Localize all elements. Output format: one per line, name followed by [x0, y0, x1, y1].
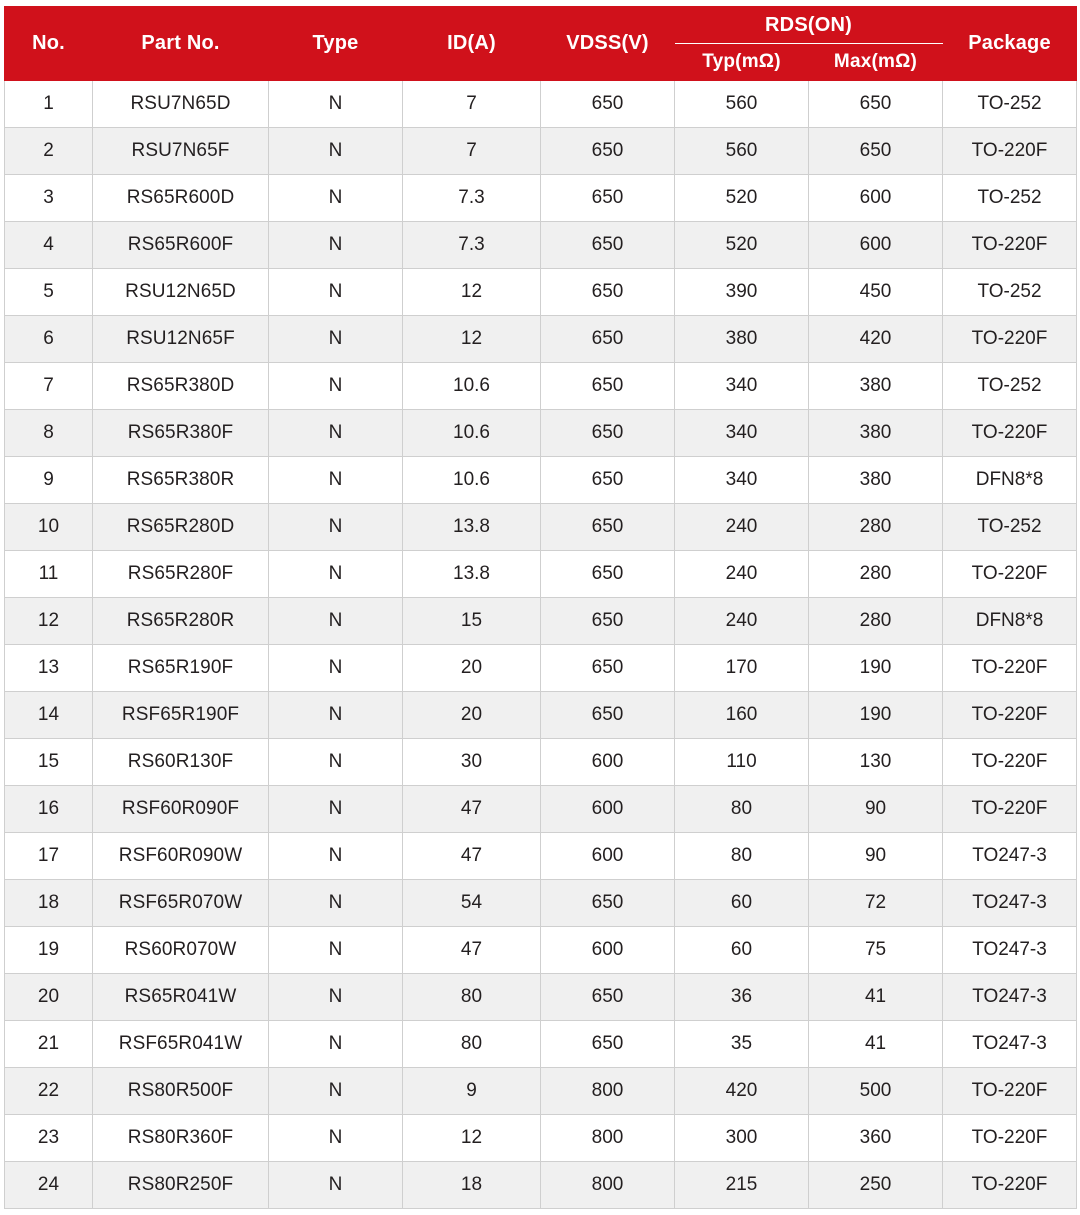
cell-vdss: 600: [541, 739, 675, 786]
table-row: [5, 1115, 1077, 1162]
cell-package: TO-220F: [943, 551, 1077, 598]
column-header-rds-typ: Typ(mΩ): [675, 44, 809, 81]
table-row: [5, 692, 1077, 739]
cell-vdss: 650: [541, 1021, 675, 1068]
cell-package: TO-220F: [943, 410, 1077, 457]
cell-rds-max: 75: [809, 927, 943, 974]
cell-part-no: RSF65R190F: [93, 692, 269, 739]
cell-id: 7: [403, 128, 541, 175]
cell-part-no: RS65R280R: [93, 598, 269, 645]
cell-vdss: 650: [541, 316, 675, 363]
cell-no: 9: [5, 457, 93, 504]
cell-part-no: RS65R600F: [93, 222, 269, 269]
cell-vdss: 600: [541, 786, 675, 833]
table-row: [5, 833, 1077, 880]
table-row: [5, 363, 1077, 410]
table-header: [5, 7, 1077, 81]
cell-no: 13: [5, 645, 93, 692]
table-row: [5, 222, 1077, 269]
cell-no: 14: [5, 692, 93, 739]
cell-rds-typ: 60: [675, 880, 809, 927]
cell-part-no: RSF60R090F: [93, 786, 269, 833]
column-header-rds-on: RDS(ON): [675, 7, 943, 44]
cell-type: N: [269, 739, 403, 786]
table-row: [5, 269, 1077, 316]
cell-type: N: [269, 1115, 403, 1162]
cell-part-no: RSU12N65F: [93, 316, 269, 363]
cell-type: N: [269, 880, 403, 927]
cell-package: TO247-3: [943, 833, 1077, 880]
cell-id: 7.3: [403, 175, 541, 222]
table-row: [5, 598, 1077, 645]
cell-part-no: RS65R380F: [93, 410, 269, 457]
cell-rds-max: 380: [809, 457, 943, 504]
cell-id: 47: [403, 786, 541, 833]
cell-rds-typ: 36: [675, 974, 809, 1021]
cell-rds-max: 250: [809, 1162, 943, 1209]
cell-vdss: 800: [541, 1115, 675, 1162]
cell-package: TO-252: [943, 363, 1077, 410]
cell-type: N: [269, 551, 403, 598]
cell-type: N: [269, 692, 403, 739]
cell-vdss: 650: [541, 81, 675, 128]
cell-vdss: 650: [541, 645, 675, 692]
cell-rds-max: 600: [809, 175, 943, 222]
table-row: [5, 316, 1077, 363]
cell-package: TO-220F: [943, 1115, 1077, 1162]
column-header-part-no: Part No.: [93, 7, 269, 81]
cell-rds-max: 90: [809, 786, 943, 833]
cell-rds-max: 190: [809, 645, 943, 692]
cell-package: TO-220F: [943, 222, 1077, 269]
cell-part-no: RS65R380D: [93, 363, 269, 410]
column-header-vdss: VDSS(V): [541, 7, 675, 81]
table-row: [5, 1162, 1077, 1209]
cell-vdss: 650: [541, 128, 675, 175]
cell-rds-typ: 35: [675, 1021, 809, 1068]
table-row: [5, 175, 1077, 222]
cell-rds-typ: 560: [675, 81, 809, 128]
table-row: [5, 128, 1077, 175]
cell-part-no: RSF60R090W: [93, 833, 269, 880]
cell-vdss: 650: [541, 551, 675, 598]
cell-rds-typ: 300: [675, 1115, 809, 1162]
cell-type: N: [269, 927, 403, 974]
table-row: [5, 645, 1077, 692]
cell-rds-max: 650: [809, 128, 943, 175]
cell-no: 18: [5, 880, 93, 927]
cell-id: 80: [403, 1021, 541, 1068]
column-header-type: Type: [269, 7, 403, 81]
cell-type: N: [269, 175, 403, 222]
table-row: [5, 927, 1077, 974]
cell-vdss: 650: [541, 175, 675, 222]
mosfet-selection-table: [4, 6, 1077, 1209]
table-row: [5, 81, 1077, 128]
cell-package: TO-220F: [943, 1068, 1077, 1115]
cell-package: TO-252: [943, 269, 1077, 316]
column-header-rds-max: Max(mΩ): [809, 44, 943, 81]
table-row: [5, 974, 1077, 1021]
cell-no: 2: [5, 128, 93, 175]
cell-no: 4: [5, 222, 93, 269]
cell-no: 21: [5, 1021, 93, 1068]
cell-rds-typ: 420: [675, 1068, 809, 1115]
cell-rds-max: 650: [809, 81, 943, 128]
cell-no: 3: [5, 175, 93, 222]
cell-id: 15: [403, 598, 541, 645]
table-row: [5, 880, 1077, 927]
cell-id: 12: [403, 1115, 541, 1162]
cell-vdss: 650: [541, 504, 675, 551]
cell-no: 5: [5, 269, 93, 316]
cell-no: 1: [5, 81, 93, 128]
cell-part-no: RS65R280F: [93, 551, 269, 598]
cell-rds-max: 41: [809, 1021, 943, 1068]
cell-rds-typ: 240: [675, 598, 809, 645]
cell-package: TO-252: [943, 81, 1077, 128]
cell-no: 16: [5, 786, 93, 833]
table-row: [5, 786, 1077, 833]
cell-id: 12: [403, 316, 541, 363]
cell-id: 47: [403, 833, 541, 880]
cell-package: TO247-3: [943, 974, 1077, 1021]
cell-part-no: RS80R250F: [93, 1162, 269, 1209]
cell-type: N: [269, 504, 403, 551]
cell-vdss: 600: [541, 833, 675, 880]
table-row: [5, 1068, 1077, 1115]
cell-rds-max: 130: [809, 739, 943, 786]
cell-type: N: [269, 1068, 403, 1115]
table-row: [5, 739, 1077, 786]
cell-id: 10.6: [403, 457, 541, 504]
cell-id: 54: [403, 880, 541, 927]
cell-rds-typ: 160: [675, 692, 809, 739]
cell-type: N: [269, 410, 403, 457]
cell-no: 20: [5, 974, 93, 1021]
cell-type: N: [269, 974, 403, 1021]
table-row: [5, 551, 1077, 598]
cell-part-no: RSU12N65D: [93, 269, 269, 316]
column-header-id: ID(A): [403, 7, 541, 81]
cell-package: TO247-3: [943, 1021, 1077, 1068]
cell-rds-typ: 380: [675, 316, 809, 363]
table-row: [5, 1021, 1077, 1068]
cell-id: 7.3: [403, 222, 541, 269]
cell-id: 9: [403, 1068, 541, 1115]
cell-id: 10.6: [403, 363, 541, 410]
cell-rds-typ: 215: [675, 1162, 809, 1209]
cell-id: 10.6: [403, 410, 541, 457]
cell-package: TO-220F: [943, 692, 1077, 739]
table-row: [5, 504, 1077, 551]
cell-rds-typ: 170: [675, 645, 809, 692]
cell-rds-max: 500: [809, 1068, 943, 1115]
cell-id: 13.8: [403, 551, 541, 598]
cell-type: N: [269, 81, 403, 128]
cell-part-no: RS65R190F: [93, 645, 269, 692]
cell-rds-max: 72: [809, 880, 943, 927]
cell-id: 12: [403, 269, 541, 316]
cell-package: TO-220F: [943, 128, 1077, 175]
cell-type: N: [269, 316, 403, 363]
cell-rds-max: 380: [809, 363, 943, 410]
cell-no: 10: [5, 504, 93, 551]
cell-package: TO-220F: [943, 316, 1077, 363]
cell-package: TO-252: [943, 504, 1077, 551]
cell-part-no: RS65R600D: [93, 175, 269, 222]
cell-package: TO247-3: [943, 927, 1077, 974]
cell-rds-typ: 560: [675, 128, 809, 175]
cell-package: DFN8*8: [943, 598, 1077, 645]
cell-part-no: RS80R500F: [93, 1068, 269, 1115]
cell-no: 7: [5, 363, 93, 410]
cell-no: 17: [5, 833, 93, 880]
cell-type: N: [269, 269, 403, 316]
cell-package: TO-220F: [943, 645, 1077, 692]
cell-no: 23: [5, 1115, 93, 1162]
cell-part-no: RS60R130F: [93, 739, 269, 786]
cell-vdss: 650: [541, 269, 675, 316]
cell-rds-max: 450: [809, 269, 943, 316]
cell-package: TO-252: [943, 175, 1077, 222]
cell-rds-max: 380: [809, 410, 943, 457]
cell-part-no: RSU7N65D: [93, 81, 269, 128]
cell-rds-typ: 520: [675, 175, 809, 222]
cell-no: 6: [5, 316, 93, 363]
cell-type: N: [269, 457, 403, 504]
cell-part-no: RS65R041W: [93, 974, 269, 1021]
cell-vdss: 650: [541, 410, 675, 457]
cell-vdss: 650: [541, 692, 675, 739]
cell-rds-typ: 520: [675, 222, 809, 269]
cell-id: 18: [403, 1162, 541, 1209]
cell-rds-max: 360: [809, 1115, 943, 1162]
table-row: [5, 410, 1077, 457]
cell-vdss: 650: [541, 457, 675, 504]
cell-rds-typ: 110: [675, 739, 809, 786]
cell-vdss: 800: [541, 1162, 675, 1209]
cell-rds-typ: 60: [675, 927, 809, 974]
cell-part-no: RSF65R070W: [93, 880, 269, 927]
cell-rds-max: 280: [809, 598, 943, 645]
cell-no: 24: [5, 1162, 93, 1209]
cell-no: 15: [5, 739, 93, 786]
cell-rds-typ: 390: [675, 269, 809, 316]
cell-rds-max: 280: [809, 551, 943, 598]
cell-no: 22: [5, 1068, 93, 1115]
cell-id: 7: [403, 81, 541, 128]
cell-part-no: RS80R360F: [93, 1115, 269, 1162]
cell-package: TO-220F: [943, 739, 1077, 786]
cell-rds-max: 280: [809, 504, 943, 551]
cell-rds-max: 90: [809, 833, 943, 880]
cell-id: 20: [403, 645, 541, 692]
cell-rds-max: 41: [809, 974, 943, 1021]
cell-vdss: 800: [541, 1068, 675, 1115]
cell-no: 12: [5, 598, 93, 645]
cell-part-no: RSF65R041W: [93, 1021, 269, 1068]
cell-rds-typ: 340: [675, 363, 809, 410]
cell-id: 80: [403, 974, 541, 1021]
cell-vdss: 650: [541, 880, 675, 927]
cell-id: 30: [403, 739, 541, 786]
cell-rds-typ: 80: [675, 786, 809, 833]
cell-rds-typ: 240: [675, 551, 809, 598]
cell-rds-typ: 340: [675, 410, 809, 457]
cell-part-no: RS65R380R: [93, 457, 269, 504]
table-row: [5, 457, 1077, 504]
cell-type: N: [269, 833, 403, 880]
cell-rds-max: 420: [809, 316, 943, 363]
cell-package: TO247-3: [943, 880, 1077, 927]
cell-package: TO-220F: [943, 786, 1077, 833]
cell-package: TO-220F: [943, 1162, 1077, 1209]
cell-rds-max: 190: [809, 692, 943, 739]
cell-type: N: [269, 1162, 403, 1209]
cell-id: 13.8: [403, 504, 541, 551]
cell-part-no: RS60R070W: [93, 927, 269, 974]
column-header-package: Package: [943, 7, 1077, 81]
cell-part-no: RSU7N65F: [93, 128, 269, 175]
cell-type: N: [269, 363, 403, 410]
cell-type: N: [269, 1021, 403, 1068]
cell-no: 11: [5, 551, 93, 598]
cell-vdss: 650: [541, 974, 675, 1021]
cell-rds-typ: 240: [675, 504, 809, 551]
table-header-row-1: [5, 7, 1077, 44]
cell-rds-typ: 340: [675, 457, 809, 504]
cell-vdss: 650: [541, 363, 675, 410]
cell-type: N: [269, 128, 403, 175]
cell-vdss: 650: [541, 222, 675, 269]
cell-rds-max: 600: [809, 222, 943, 269]
cell-no: 19: [5, 927, 93, 974]
cell-type: N: [269, 598, 403, 645]
cell-package: DFN8*8: [943, 457, 1077, 504]
cell-type: N: [269, 786, 403, 833]
cell-no: 8: [5, 410, 93, 457]
cell-id: 47: [403, 927, 541, 974]
table-body: [5, 81, 1077, 1209]
cell-type: N: [269, 645, 403, 692]
cell-vdss: 650: [541, 598, 675, 645]
column-header-no: No.: [5, 7, 93, 81]
cell-vdss: 600: [541, 927, 675, 974]
cell-type: N: [269, 222, 403, 269]
cell-part-no: RS65R280D: [93, 504, 269, 551]
cell-rds-typ: 80: [675, 833, 809, 880]
cell-id: 20: [403, 692, 541, 739]
